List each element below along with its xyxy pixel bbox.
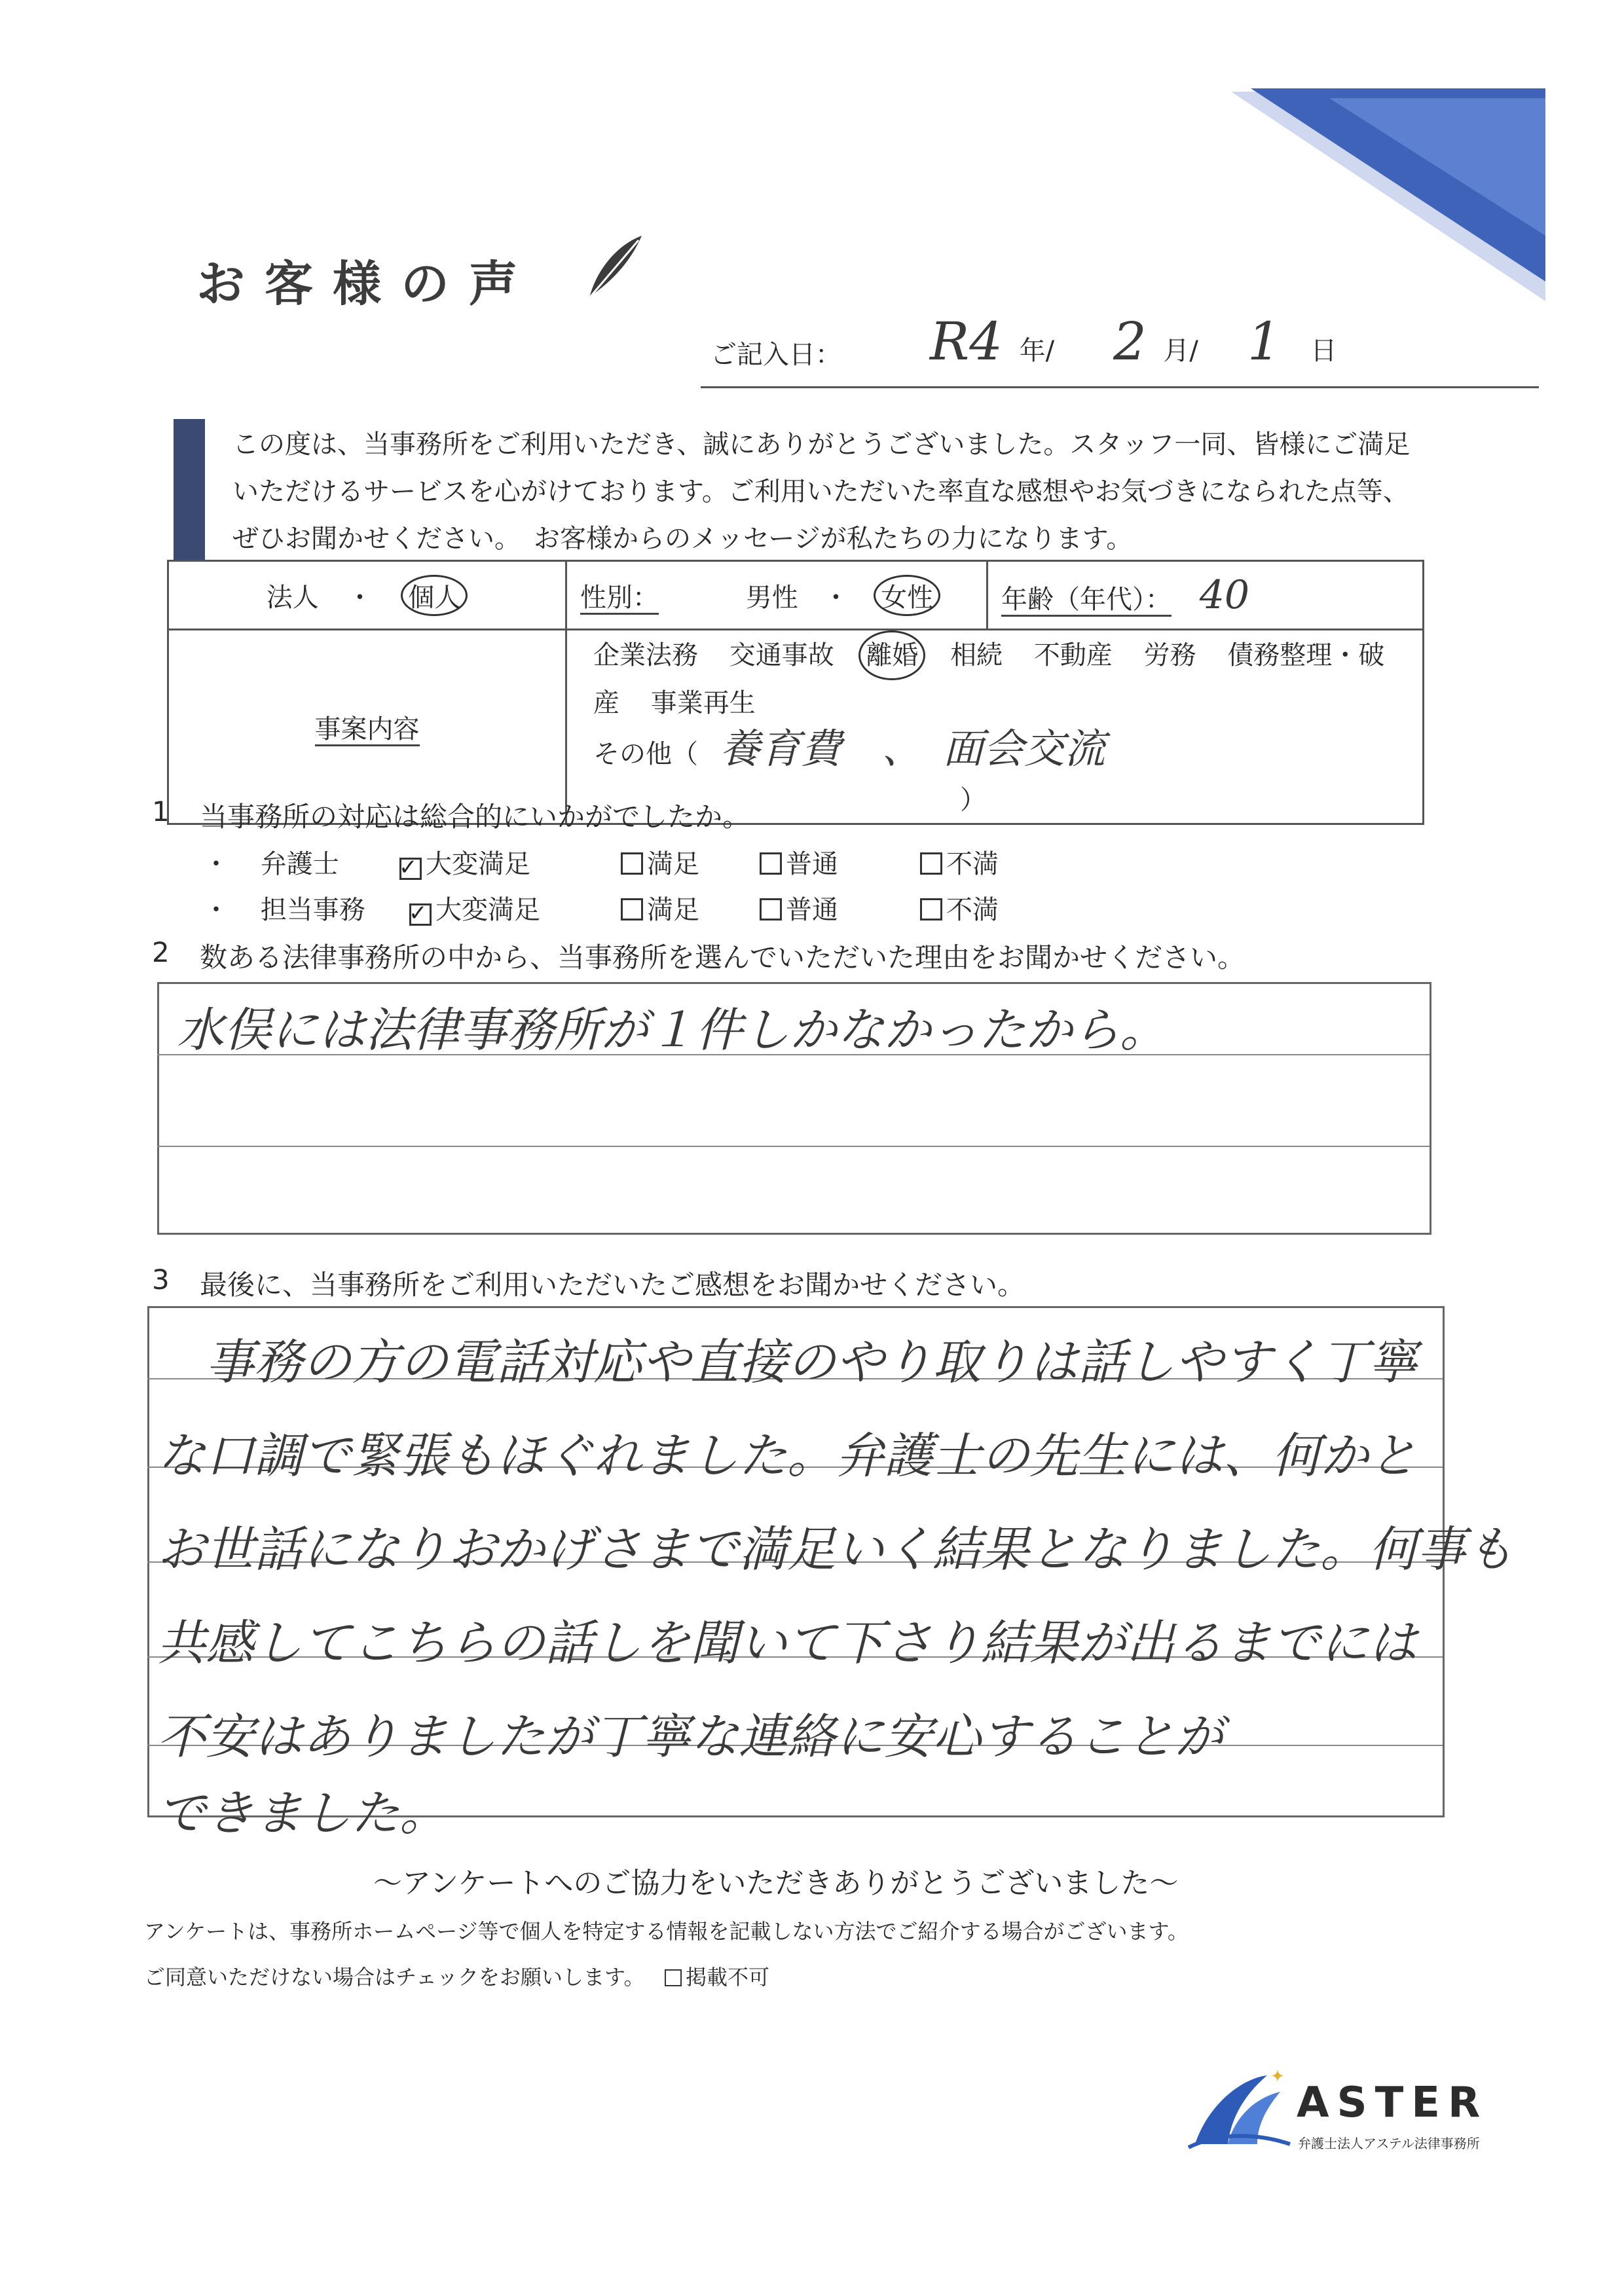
q1-row-staff [203, 889, 365, 926]
other-close: ） [960, 785, 986, 815]
q1-lawyer-unsatisfied[interactable]: 不満 [920, 843, 999, 881]
q2-text: 数ある法律事務所の中から、当事務所を選んでいただいた理由をお聞かせください。 [200, 941, 1246, 974]
q3-number: 3 [152, 1264, 170, 1296]
age-value[interactable]: 40 [1199, 572, 1250, 618]
intro-line: いただけるサービスを心がけております。ご利用いただいた率直な感想やお気づきになられた点等、 [232, 477, 1409, 507]
q1-staff-satisfied[interactable]: 満足 [621, 889, 699, 926]
entry-date-year [930, 311, 1054, 372]
footer-note: アンケートは、事務所ホームページ等で個人を特定する情報を記載しない方法でご紹介する場合がございます。 [144, 1919, 1189, 1944]
case-type[interactable]: 債務整理・破産 [593, 640, 1385, 718]
q1-lawyer-average[interactable]: 普通 [760, 843, 838, 881]
entry-date-day [1247, 311, 1337, 372]
case-type[interactable]: 労務 [1143, 640, 1196, 670]
date-month-value: 2 [1113, 311, 1147, 372]
date-year-unit: 年/ [1019, 336, 1055, 366]
no-publish-checkbox[interactable] [665, 1961, 769, 1991]
q3-answer-line: な口調で緊張もほぐれました。弁護士の先生には、何かと [157, 1428, 1417, 1484]
q3-answer-line: 事務の方の電話対応や直接のやり取りは話しやすく丁寧 [157, 1334, 1417, 1391]
age-label: 年齢（年代）： [1001, 585, 1172, 617]
aster-logo-icon [1182, 2066, 1293, 2154]
other-value[interactable]: 養育費 、 面会交流 [719, 725, 1105, 773]
q1-staff-average[interactable]: 普通 [760, 889, 838, 926]
q1-text: 当事務所の対応は総合的にいかがでしたか。 [200, 801, 750, 833]
case-type[interactable]: 事業再生 [650, 688, 756, 718]
case-type[interactable]: 相続 [950, 640, 1003, 670]
other-label: その他（ [593, 739, 698, 769]
intro-line: ぜひお聞かせください。 お客様からのメッセージが私たちの力になります。 [232, 524, 1133, 554]
date-day-unit: 日 [1310, 336, 1337, 366]
separator-dot: ・ [346, 582, 373, 613]
date-month-unit: 月/ [1163, 336, 1198, 366]
gender-label: 性別： [580, 583, 659, 615]
q3-answer-line: 不安はありましたが丁寧な連絡に安心することが [157, 1709, 1223, 1765]
svg-text:✦: ✦ [1270, 2067, 1285, 2086]
logo-text: ASTER [1297, 2079, 1488, 2127]
client-info-table [167, 560, 1424, 825]
case-types-cell [566, 630, 1424, 824]
q1-staff-unsatisfied[interactable]: 不満 [920, 889, 999, 926]
bullet: ・ [203, 895, 229, 925]
footer-thanks: ～アンケートへのご協力をいただきありがとうございました～ [373, 1867, 1179, 1900]
case-type-selected[interactable]: 離婚 [858, 630, 925, 680]
page-title [196, 246, 537, 315]
client-type-corporate[interactable]: 法人 [266, 582, 319, 613]
q3-answer-line: お世話になりおかげさまで満足いく結果となりました。何事も [157, 1522, 1514, 1578]
date-day-value: 1 [1247, 311, 1281, 372]
date-underline [701, 386, 1539, 388]
feather-icon [576, 232, 648, 304]
q2-number: 2 [152, 936, 170, 968]
q3-answer [157, 1316, 1514, 1843]
entry-date-label: ご記入日： [710, 340, 841, 370]
q1-row-label: 担当事務 [260, 895, 365, 925]
bullet: ・ [203, 849, 229, 879]
corner-decoration [1231, 85, 1545, 301]
intro-text [232, 421, 1522, 562]
footer-consent: ご同意いただけない場合はチェックをお願いします。 [144, 1965, 645, 1990]
separator-dot: ・ [822, 582, 849, 613]
case-type[interactable]: 企業法務 [593, 640, 698, 670]
intro-accent-bar [174, 419, 205, 560]
no-publish-label: 掲載不可 [686, 1965, 770, 1990]
gender-cell [566, 561, 987, 630]
client-type-individual[interactable]: 個人 [401, 575, 468, 616]
q1-number: 1 [152, 795, 170, 828]
case-type[interactable]: 不動産 [1033, 640, 1113, 670]
case-label-cell [168, 630, 566, 824]
client-type-cell [168, 561, 566, 630]
entry-date-month [1113, 311, 1198, 372]
gender-male[interactable]: 男性 [745, 582, 798, 613]
q3-answer-line: 共感してこちらの話しを聞いて下さり結果が出るまでには [157, 1615, 1417, 1671]
q1-lawyer-satisfied[interactable]: 満足 [621, 843, 699, 881]
q2-answer: 水俣には法律事務所が１件しかなかったから。 [177, 1002, 1168, 1057]
case-type[interactable]: 交通事故 [729, 640, 834, 670]
q3-answer-line: できました。 [157, 1785, 448, 1842]
intro-line: この度は、当事務所をご利用いただき、誠にありがとうございました。スタッフ一同、皆様にご満足 [232, 429, 1411, 460]
title-text: お客様の声 [196, 256, 537, 312]
logo-subtitle: 弁護士法人アステル法律事務所 [1298, 2136, 1480, 2151]
ruled-line [157, 1146, 1430, 1147]
q3-text: 最後に、当事務所をご利用いただいたご感想をお聞かせください。 [200, 1269, 1025, 1301]
q1-row-label: 弁護士 [260, 849, 339, 879]
q1-lawyer-very-satisfied[interactable]: ✓ 大変満足 [399, 843, 530, 881]
age-cell [987, 561, 1424, 630]
q1-row-lawyer [203, 843, 339, 881]
q1-staff-very-satisfied[interactable]: ✓ 大変満足 [409, 889, 540, 926]
date-year-value: R4 [930, 311, 1003, 372]
case-label: 事案内容 [315, 714, 420, 746]
gender-female[interactable]: 女性 [874, 575, 940, 616]
